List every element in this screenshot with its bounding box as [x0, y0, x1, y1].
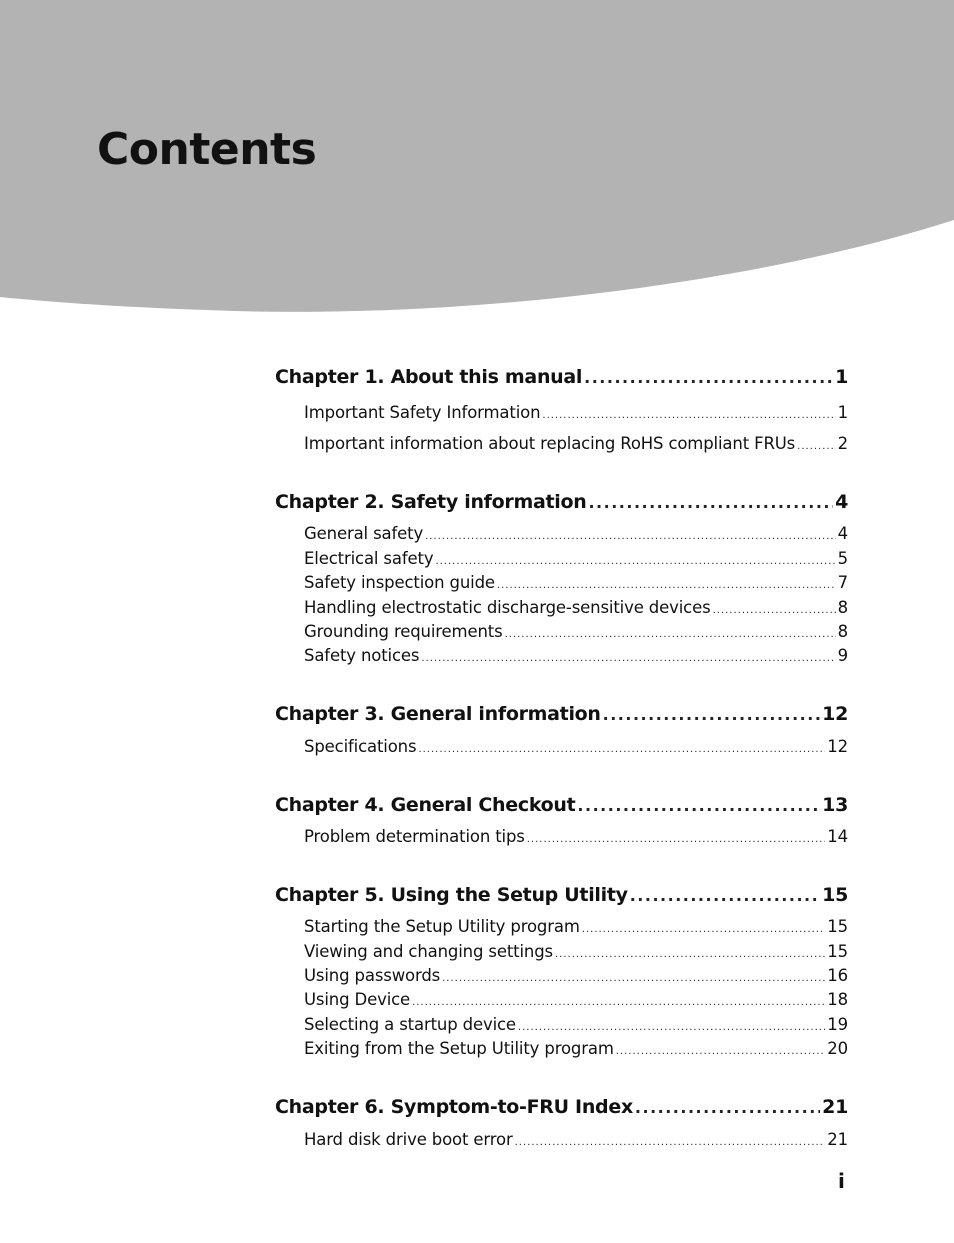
dot-leader	[421, 653, 835, 664]
page-number: 15	[827, 942, 848, 961]
dot-leader	[412, 997, 825, 1008]
toc-chapter-1[interactable]	[275, 366, 848, 388]
section-title: Safety notices	[304, 646, 420, 665]
section-title: Using passwords	[304, 966, 441, 985]
dot-leader	[713, 605, 836, 616]
chapter-title: Chapter 5. Using the Setup Utility	[275, 884, 628, 906]
dot-leader	[630, 886, 820, 905]
section-title: Exiting from the Setup Utility program	[304, 1039, 614, 1058]
section-title: Selecting a startup device	[304, 1015, 516, 1034]
toc-chapter-3[interactable]	[275, 703, 848, 725]
section-title: Starting the Setup Utility program	[304, 917, 580, 936]
section-title: Important information about replacing RoHS compliant FRUs	[304, 434, 796, 453]
dot-leader	[518, 1022, 825, 1033]
toc-chapter-5[interactable]	[275, 884, 848, 906]
toc-section[interactable]	[304, 827, 848, 846]
toc-section[interactable]	[304, 646, 848, 665]
dot-leader	[603, 705, 821, 724]
toc-section[interactable]	[304, 737, 848, 756]
dot-leader	[542, 410, 835, 421]
section-title: Grounding requirements	[304, 622, 503, 641]
page-number: 13	[822, 794, 848, 816]
page-number: 21	[827, 1130, 848, 1149]
toc-section[interactable]	[304, 403, 848, 422]
dot-leader	[577, 796, 820, 815]
dot-leader	[616, 1046, 826, 1057]
dot-leader	[442, 973, 825, 984]
page-number: 19	[827, 1015, 848, 1034]
dot-leader	[797, 441, 836, 452]
toc-chapter-6[interactable]	[275, 1096, 848, 1118]
section-title: Problem determination tips	[304, 827, 525, 846]
chapter-title: Chapter 2. Safety information	[275, 491, 587, 513]
page-number: 7	[837, 573, 848, 592]
page-number: 1	[837, 403, 848, 422]
dot-leader	[425, 531, 836, 542]
toc-chapter-4[interactable]	[275, 794, 848, 816]
dot-leader	[527, 834, 826, 845]
section-title: General safety	[304, 524, 424, 543]
toc-section[interactable]	[304, 549, 848, 568]
page-number: 21	[822, 1096, 848, 1118]
page-number: 4	[837, 524, 848, 543]
page-number: 15	[827, 917, 848, 936]
page-folio: i	[838, 1169, 845, 1193]
toc-section[interactable]	[304, 942, 848, 961]
page-number: 9	[837, 646, 848, 665]
section-title: Electrical safety	[304, 549, 434, 568]
page-number: 12	[822, 703, 848, 725]
page-number: 15	[822, 884, 848, 906]
chapter-title: Chapter 3. General information	[275, 703, 601, 725]
page-title: Contents	[97, 124, 317, 175]
toc-section[interactable]	[304, 917, 848, 936]
section-title: Handling electrostatic discharge-sensitive devices	[304, 598, 711, 617]
page-number: 16	[827, 966, 848, 985]
page-number: 5	[837, 549, 848, 568]
dot-leader	[505, 629, 836, 640]
toc-section[interactable]	[304, 1039, 848, 1058]
dot-leader	[435, 556, 835, 567]
dot-leader	[418, 744, 825, 755]
toc-section[interactable]	[304, 524, 848, 543]
dot-leader	[635, 1098, 820, 1117]
page-number: 14	[827, 827, 848, 846]
section-title: Important Safety Information	[304, 403, 541, 422]
page-number: 4	[835, 491, 848, 513]
page-number: 12	[827, 737, 848, 756]
toc-section[interactable]	[304, 573, 848, 592]
toc-section[interactable]	[304, 1015, 848, 1034]
dot-leader	[515, 1137, 826, 1148]
toc-section[interactable]	[304, 1130, 848, 1149]
toc-section[interactable]	[304, 622, 848, 641]
dot-leader	[582, 924, 826, 935]
dot-leader	[588, 493, 833, 512]
page-number: 18	[827, 990, 848, 1009]
chapter-title: Chapter 1. About this manual	[275, 366, 583, 388]
dot-leader	[584, 368, 833, 387]
dot-leader	[555, 949, 825, 960]
section-title: Viewing and changing settings	[304, 942, 553, 961]
section-title: Safety inspection guide	[304, 573, 495, 592]
toc-section[interactable]	[304, 598, 848, 617]
toc-section[interactable]	[304, 434, 848, 453]
section-title: Specifications	[304, 737, 417, 756]
page-number: 8	[837, 622, 848, 641]
page-number: 20	[827, 1039, 848, 1058]
section-title: Hard disk drive boot error	[304, 1130, 513, 1149]
toc-section[interactable]	[304, 966, 848, 985]
toc-chapter-2[interactable]	[275, 491, 848, 513]
page-number: 1	[835, 366, 848, 388]
page-number: 8	[837, 598, 848, 617]
dot-leader	[497, 580, 836, 591]
page-number: 2	[837, 434, 848, 453]
section-title: Using Device	[304, 990, 411, 1009]
chapter-title: Chapter 6. Symptom-to-FRU Index	[275, 1096, 633, 1118]
toc-section[interactable]	[304, 990, 848, 1009]
chapter-title: Chapter 4. General Checkout	[275, 794, 576, 816]
